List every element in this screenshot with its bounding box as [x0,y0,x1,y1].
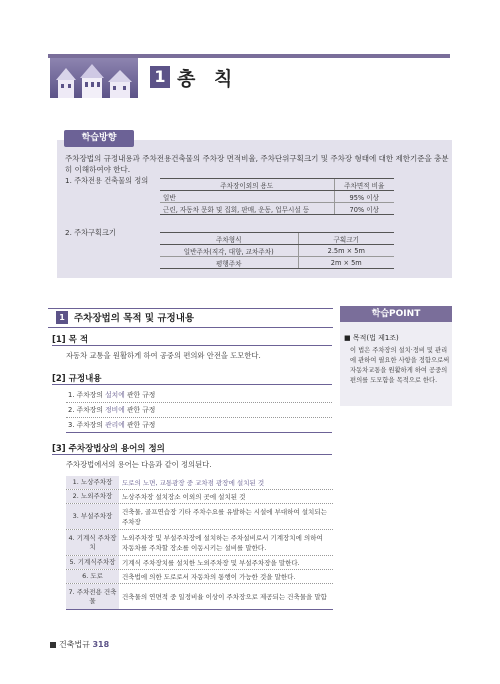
definition-term: 1. 노상주차장 [66,476,119,489]
definition-text: 노외주차장 및 부설주차장에 설치하는 주차설비로서 기계장치에 의하여 자동차를 주차할 장소를 이동시키는 설비를 말한다. [122,533,323,552]
building-illustration [50,58,138,98]
definition-text: 건축물, 골프연습장 기타 주차수요를 유발하는 시설에 부대하여 설치되는 주차장 [122,507,327,526]
definition-term: 6. 도로 [66,570,119,583]
study-intro: 주차장법의 규정내용과 주차전용건축물의 주차장 면적비율, 주차단위구획크기 및 주차장 형태에 대한 제한기준을 충분히 이해하여야 한다. [65,154,449,174]
definition-term: 2. 노외주차장 [66,490,119,503]
definition-text: 건축물의 연면적 중 일정비율 이상이 주차장으로 제공되는 건축물을 말함 [122,592,327,601]
table-cell: 2m × 5m [298,257,394,269]
table-header: 주차형식 [160,233,298,245]
table-cell: 70% 이상 [334,203,394,215]
study-item-2: 2. 주차구획크기 [65,228,116,237]
section-rule-top [48,308,333,309]
table-cell: 평행주차 [160,257,298,269]
purpose-text: 자동차 교통을 원활하게 하여 공중의 편의와 안전을 도모한다. [66,351,261,360]
definition-text: 노상주차장 설치장소 이외의 곳에 설치된 것 [122,492,246,501]
table-header: 주차면적 비율 [334,179,394,191]
page-number: 318 [92,640,110,649]
list-item: 1. 주차장의 설치에 관한 규정 [66,388,332,403]
table-row [66,490,333,504]
definition-term: 7. 주차전용 건축물 [66,584,119,609]
parking-size-table [160,232,394,269]
terms-heading: [3] 주차장법상의 용어의 정의 [52,444,165,454]
footer [59,639,109,650]
study-point-label: 학습POINT [340,306,452,322]
study-direction-label: 학습방향 [64,130,134,147]
table-row [66,584,333,610]
definition-text: 도로의 노면, 교통광장 중 교차점 광장에 설치된 것 [122,478,265,487]
content-rule [52,384,332,385]
terms-text: 주차장법에서의 용어는 다음과 같이 정의된다. [66,460,212,469]
table-row [66,570,333,584]
footer-bullet [50,642,56,648]
chapter-title: 총 칙 [177,68,239,90]
definition-text: 건축법에 의한 도로로서 자동차의 통행이 가능한 것을 말한다. [122,572,296,581]
definitions-table [66,476,333,610]
content-heading: [2] 규정내용 [52,374,102,384]
table-header: 구획크기 [298,233,394,245]
chapter-number: 1 [150,66,170,88]
table-cell: 일반 [160,191,334,203]
table-cell: 근린, 자동차 문화 및 집회, 판매, 운동, 업무시설 등 [160,203,334,215]
section-title: 주차장법의 목적 및 규정내용 [74,313,195,324]
footer-title: 건축법규 [59,640,90,649]
study-item-1: 1. 주차전용 건축물의 정의 [65,176,149,185]
terms-rule [52,454,332,455]
parking-ratio-table [160,178,394,215]
study-point-text: 이 법은 주차장의 설치·정비 및 관리에 관하여 필요한 사항을 정함으로써 자동차교통을 원활하게 하여 공중의 편의를 도모함을 목적으로 한다. [350,347,450,384]
section-number: 1 [56,311,68,324]
list-item: 2. 주차장의 정비에 관한 규정 [66,403,332,418]
table-header: 주차장이외의 용도 [160,179,334,191]
table-cell: 95% 이상 [334,191,394,203]
purpose-heading: [1] 목 적 [52,335,89,345]
definition-term: 4. 기계식 주차장치 [66,530,119,555]
definition-term: 5. 기계식주차장 [66,556,119,569]
section-rule-bottom [48,327,333,328]
table-cell: 2.5m × 5m [298,245,394,257]
definition-text: 기계식 주차장치를 설치한 노외주차장 및 부설주차장을 말한다. [122,558,300,567]
table-row [66,530,333,556]
table-row [66,504,333,530]
definition-term: 3. 부설주차장 [66,504,119,529]
table-row [66,476,333,490]
purpose-rule [52,345,332,346]
study-point-heading: ■ 목적(법 제1조) [344,334,399,342]
table-cell: 일반주차(직각, 대향, 교차주차) [160,245,298,257]
list-item: 3. 주차장의 관리에 관한 규정 [66,418,332,433]
content-list [66,388,332,433]
table-row [66,556,333,570]
